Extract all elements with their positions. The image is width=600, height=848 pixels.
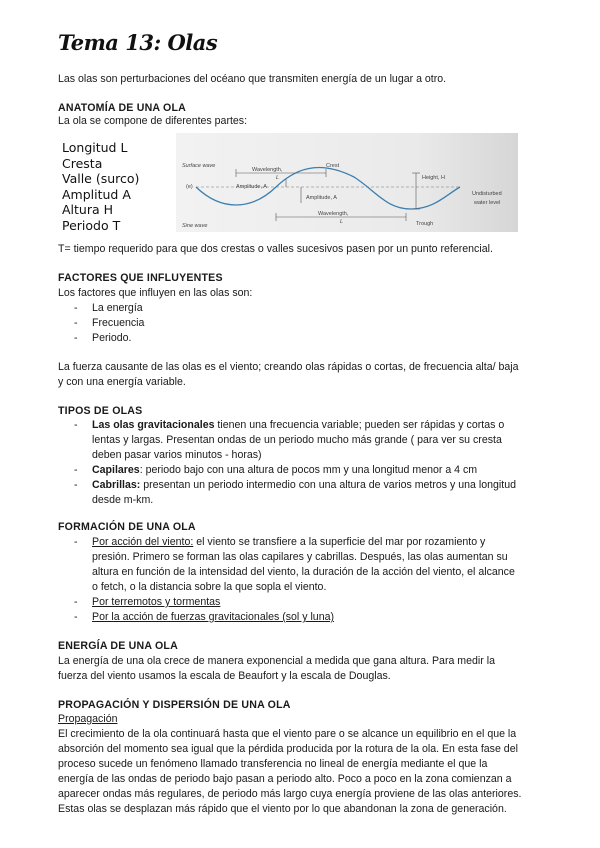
period-note: T= tiempo requerido para que dos crestas o valles sucesivos pasen por un punto referencial. xyxy=(58,243,493,255)
l-top-label: L xyxy=(276,175,280,181)
factors-text: Los factores que influyen en las olas son: xyxy=(58,287,253,299)
surface-wave-label: Surface wave xyxy=(182,163,216,169)
list-item: - La energía xyxy=(74,302,143,314)
earthquake-item: Por terremotos y tormentas xyxy=(92,596,221,608)
gravitational-text-cont: deben pasar varios minutos - horas) xyxy=(92,449,262,461)
list-item: - Periodo. xyxy=(74,332,132,344)
cabrillas-text-cont: desde m-km. xyxy=(92,494,154,506)
gravitational-text-cont: lentas y largas. Presentan ondas de un periodo mucho más grande ( para ver su cresta xyxy=(92,434,502,446)
cabrillas-text: presentan un periodo intermedio con una altura de varios metros y una longitud xyxy=(140,479,517,491)
energy-text-line: La energía de una ola crece de manera exponencial a medida que gana altura. Para medir la xyxy=(58,655,495,667)
e-label: (e) xyxy=(186,184,193,190)
page-title: Tema 13: Olas xyxy=(58,30,218,55)
propagation-line: El crecimiento de la ola continuará hasta que el viento pare o se alcance un equilibrio en el que la xyxy=(58,728,517,740)
height-label: Height, H xyxy=(422,175,445,181)
propagation-line: proceso sucede un fenómeno llamado transferencia no lineal de energía mediante el que la xyxy=(58,758,488,770)
wave-part: Longitud L xyxy=(62,140,128,155)
wave-part: Amplitud A xyxy=(62,186,131,202)
propagation-line: energía de las ondas de periodo bajo pasan a periodo alto. Poco a poco en la zona comienzan a xyxy=(58,773,512,785)
factor-item: La energía xyxy=(92,302,143,314)
wave-parts-list xyxy=(62,140,139,233)
wind-action-term: Por acción del viento: xyxy=(92,536,194,548)
wavelength-top-label: Wavelength, xyxy=(252,167,283,173)
wave-part: Altura H xyxy=(62,202,114,217)
sine-wave-label: Sine wave xyxy=(182,223,208,229)
crest-label: Crest xyxy=(326,163,340,169)
gravitational-forces-item: Por la acción de fuerzas gravitacionales (sol y luna) xyxy=(92,611,335,623)
undisturbed-label: Undisturbed xyxy=(472,191,502,197)
formation-heading: FORMACIÓN DE UNA OLA xyxy=(58,521,196,533)
wave-part: Cresta xyxy=(62,155,103,171)
wind-action-text: el viento se transfiere a la superficie del mar por rozamiento y xyxy=(193,536,486,548)
propagation-heading: PROPAGACIÓN Y DISPERSIÓN DE UNA OLA xyxy=(58,699,291,711)
list-item: - Capilares: periodo bajo con una altura de pocos mm y una longitud menor a 4 cm xyxy=(74,464,478,476)
energy-text-line: fuerza del viento usamos la escala de Beaufort y la escala de Douglas. xyxy=(58,670,391,682)
gravitational-term: Las olas gravitacionales xyxy=(92,419,215,431)
trough-label: Trough xyxy=(416,221,434,227)
gravitational-text: tienen una frecuencia variable; pueden ser rápidas y cortas o xyxy=(214,419,505,431)
factor-item: Periodo. xyxy=(92,332,132,344)
list-item: - Por la acción de fuerzas gravitacionales (sol y luna) xyxy=(74,611,335,623)
propagation-line: Estas olas se desplazan más rápido que el viento por lo que abandonan la zona de generación. xyxy=(58,803,507,815)
wavelength-bottom-label: Wavelength, xyxy=(318,211,349,217)
wind-action-text-cont: altura en función de la intensidad del viento, la duración de la acción del viento, el alcance xyxy=(92,566,515,578)
wave-diagram xyxy=(176,133,518,232)
energy-heading: ENERGÍA DE UNA OLA xyxy=(58,640,178,652)
list-item: - Frecuencia xyxy=(74,317,145,329)
cabrillas-term: Cabrillas: xyxy=(92,479,141,491)
factor-item: Frecuencia xyxy=(92,317,145,329)
wind-text-line: y con una energía variable. xyxy=(58,376,186,388)
amplitude-bottom-label: Amplitude, A xyxy=(306,195,337,201)
wave-part: Valle (surco) xyxy=(62,171,140,186)
factors-heading: FACTORES QUE INFLUYENTES xyxy=(58,272,223,284)
propagation-line: aparecer ondas más regulares, de periodo más largo cuya energía proviene de las olas anteriores. xyxy=(58,788,522,800)
amplitude-top-label: Amplitude, A xyxy=(236,184,267,190)
intro-text: Las olas son perturbaciones del océano que transmiten energía de un lugar a otro. xyxy=(58,73,447,85)
wave-part: Periodo T xyxy=(62,217,121,233)
list-item: - Las olas gravitacionales tienen una frecuencia variable; pueden ser rápidas y cortas o xyxy=(74,419,505,431)
propagation-line: absorción del momento sea igual que la pérdida producida por la rotura de la ola. En esta fase del xyxy=(58,743,518,755)
wind-action-text-cont: o fetch, o la distancia sobre la que sopla el viento. xyxy=(92,581,327,593)
propagation-subheading: Propagación xyxy=(58,713,118,725)
anatomy-heading: ANATOMÍA DE UNA OLA xyxy=(58,102,186,114)
list-item: - Por terremotos y tormentas xyxy=(74,596,221,608)
wind-action-text-cont: presión. Primero se forman las olas capilares y cabrillas. Después, las olas aumentan su xyxy=(92,551,508,563)
capillary-term: Capilares xyxy=(92,464,140,476)
capillary-text: : periodo bajo con una altura de pocos mm y una longitud menor a 4 cm xyxy=(139,464,478,476)
l-bottom-label: L xyxy=(340,219,344,225)
wind-text-line: La fuerza causante de las olas es el viento; creando olas rápidas o cortas, de frecuencia alta/ baja xyxy=(58,361,519,373)
list-item: - Por acción del viento: el viento se transfiere a la superficie del mar por rozamiento y xyxy=(74,536,486,548)
anatomy-text: La ola se compone de diferentes partes: xyxy=(58,115,248,127)
list-item: - Cabrillas: presentan un periodo intermedio con una altura de varios metros y una longitud xyxy=(74,479,517,491)
types-heading: TIPOS DE OLAS xyxy=(58,405,143,417)
water-level-label: water level xyxy=(474,200,501,206)
